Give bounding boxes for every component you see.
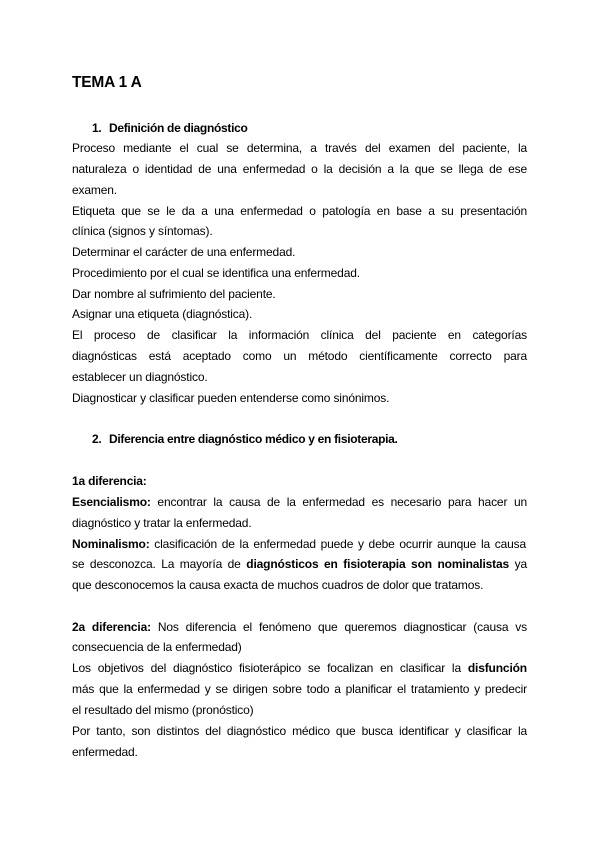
- nominalismo-text: ya: [509, 557, 527, 571]
- paragraph-line: [72, 557, 527, 571]
- paragraph-line: [72, 661, 527, 675]
- section-2-title: Diferencia entre diagnóstico médico y en fisioterapia.: [109, 432, 398, 446]
- disfuncion-emphasis: disfunción: [467, 661, 527, 675]
- paragraph-line: diagnósticas está aceptado como un método científicamente correcto para: [72, 349, 527, 363]
- paragraph-line: El proceso de clasificar la información clínica del paciente en categorías: [72, 328, 527, 342]
- diff-2-text: Los objetivos del diagnóstico fisioterápico se focalizan en clasificar la: [72, 661, 468, 675]
- section-1-number: 1.: [92, 121, 102, 135]
- paragraph-line: [72, 620, 527, 634]
- section-1-title: Definición de diagnóstico: [109, 121, 248, 135]
- esencialismo-text: encontrar la causa de la enfermedad es necesario para hacer un: [150, 495, 527, 509]
- paragraph-line: enfermedad.: [72, 745, 138, 759]
- nominalismo-emphasis: diagnósticos en fisioterapia son nominalistas: [246, 557, 510, 571]
- paragraph-line: establecer un diagnóstico.: [72, 370, 208, 384]
- paragraph-line: el resultado del mismo (pronóstico): [72, 703, 254, 717]
- paragraph-line: clínica (signos y síntomas).: [72, 224, 213, 238]
- paragraph-line: consecuencia de la enfermedad): [72, 640, 242, 654]
- paragraph-line: examen.: [72, 183, 117, 197]
- nominalismo-term: Nominalismo:: [72, 537, 150, 551]
- paragraph-line: más que la enfermedad y se dirigen sobre todo a planificar el tratamiento y predecir: [72, 682, 527, 696]
- paragraph-line: naturaleza o identidad de una enfermedad o la decisión a la que se llega de ese: [72, 162, 527, 176]
- paragraph-line: Asignar una etiqueta (diagnóstica).: [72, 307, 253, 321]
- page-title: TEMA 1 A: [72, 74, 142, 91]
- diff-2-label: 2a diferencia:: [72, 620, 151, 634]
- section-1-heading: [92, 121, 248, 135]
- nominalismo-text: clasificación de la enfermedad puede y debe ocurrir aunque la causa: [149, 537, 526, 551]
- paragraph-line: [72, 495, 527, 509]
- paragraph-line: diagnóstico y tratar la enfermedad.: [72, 516, 252, 530]
- diff-1-label: 1a diferencia:: [72, 474, 147, 488]
- paragraph-line: Diagnosticar y clasificar pueden entenderse como sinónimos.: [72, 391, 390, 405]
- section-2-number: 2.: [92, 432, 102, 446]
- paragraph-line: Etiqueta que se le da a una enfermedad o patología en base a su presentación: [72, 204, 527, 218]
- paragraph-line: Procedimiento por el cual se identifica una enfermedad.: [72, 266, 360, 280]
- paragraph-line: Determinar el carácter de una enfermedad.: [72, 245, 296, 259]
- section-2-heading: [92, 432, 398, 446]
- nominalismo-text: se desconozca. La mayoría de: [72, 557, 247, 571]
- paragraph-line: Por tanto, son distintos del diagnóstico médico que busca identificar y clasificar la: [72, 724, 527, 738]
- paragraph-line: Dar nombre al sufrimiento del paciente.: [72, 287, 276, 301]
- diff-2-text: Nos diferencia el fenómeno que queremos diagnosticar (causa vs: [150, 620, 527, 634]
- paragraph-line: [72, 537, 526, 551]
- paragraph-line: que desconocemos la causa exacta de muchos cuadros de dolor que tratamos.: [72, 578, 484, 592]
- paragraph-line: Proceso mediante el cual se determina, a través del examen del paciente, la: [72, 141, 527, 155]
- esencialismo-term: Esencialismo:: [72, 495, 151, 509]
